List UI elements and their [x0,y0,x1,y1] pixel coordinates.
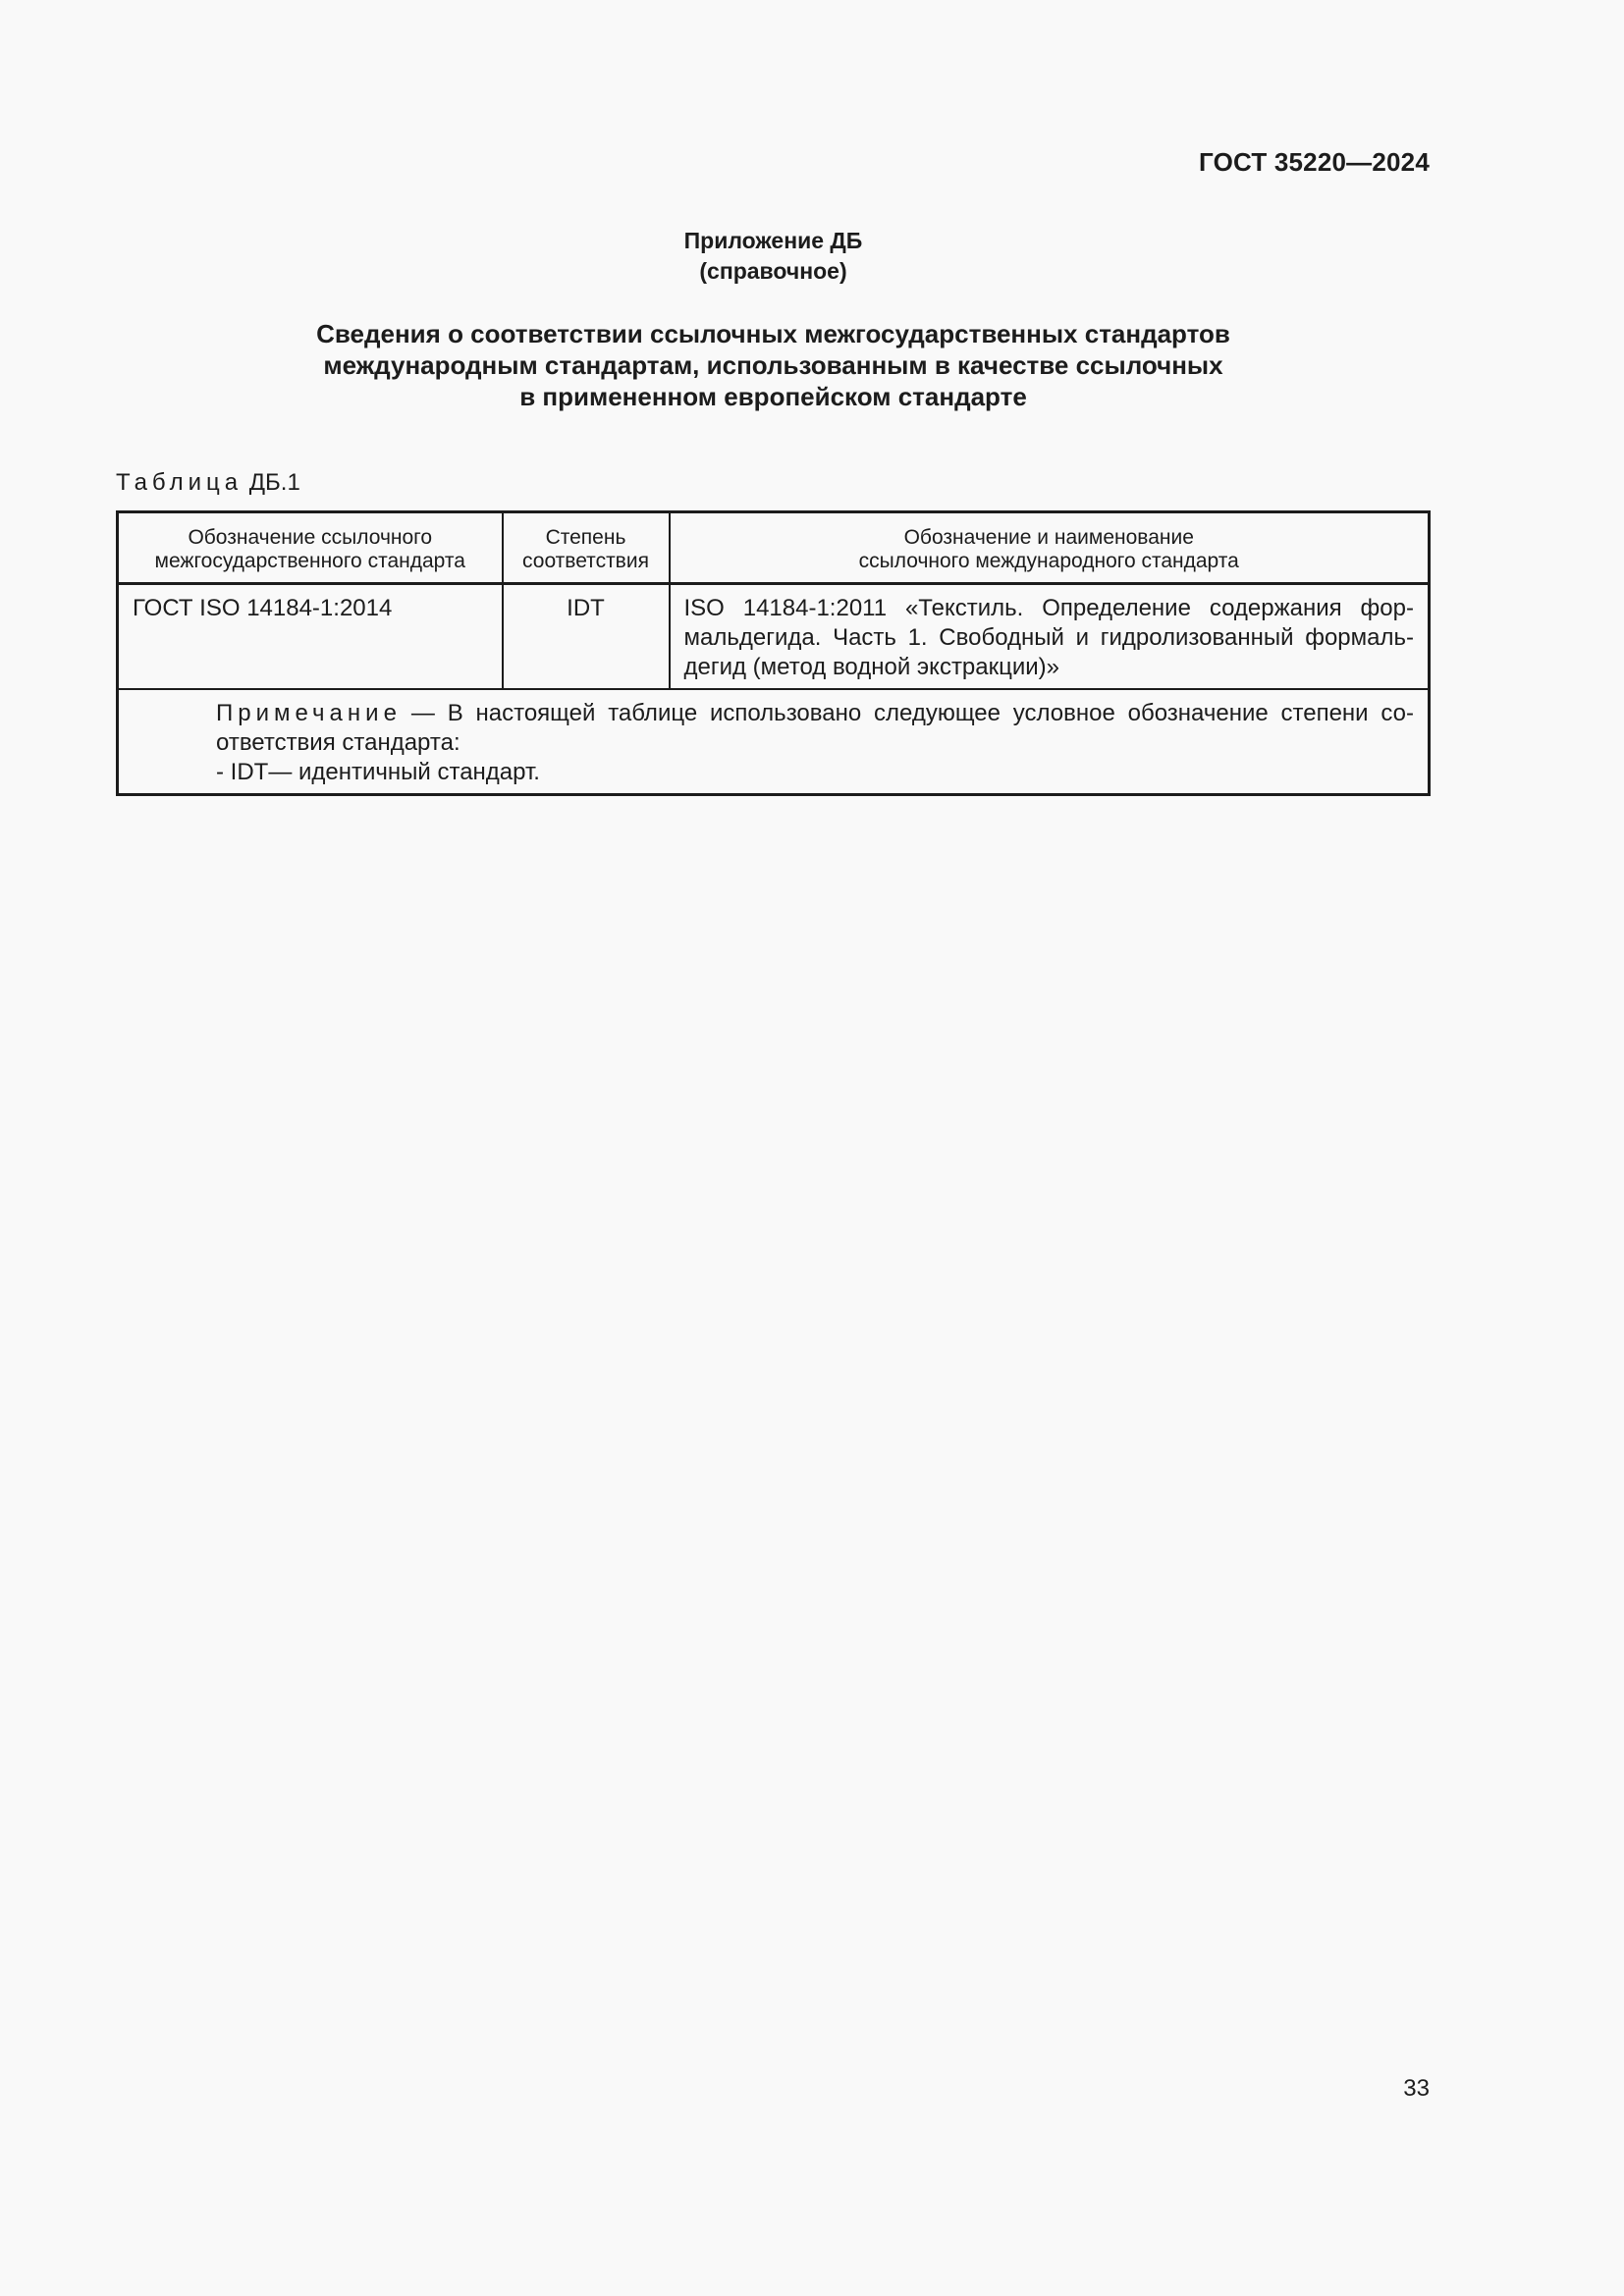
table-caption [116,469,300,497]
table-note [118,689,1430,795]
page-number: 33 [1403,2075,1430,2102]
table-caption-label: Таблица [116,469,244,496]
note-label: Примечание [216,700,402,726]
table-header-row [118,512,1430,584]
note-paragraph [133,699,1414,758]
table-row [118,584,1430,690]
cell-degree: IDT [503,584,670,690]
header-line: ссылочного международного стандарта [858,550,1239,572]
note-list-item: - IDT— идентичный стандарт. [216,759,540,785]
cell-designation: ГОСТ ISO 14184-1:2014 [118,584,503,690]
section-title-line: Сведения о соответствии ссылочных межгосударственных стандартов [316,319,1230,348]
section-title [0,318,1546,412]
appendix-subtitle: (справочное) [699,258,847,284]
column-header-international [670,512,1430,584]
header-line: Обозначение ссылочного [188,526,433,549]
section-title-line: в примененном европейском стандарте [519,382,1027,411]
column-header-designation [118,512,503,584]
reference-table [116,510,1431,796]
column-header-degree [503,512,670,584]
appendix-heading [0,226,1546,287]
cell-international: ISO 14184-1:2011 «Текстиль. Определение содержания формальдегида. Часть 1. Свободный и гидролизованный формальдегид (метод водной экстракции)» [670,584,1430,690]
header-line: межгосударственного стандарта [154,550,465,572]
table-note-row [118,689,1430,795]
header-line: Обозначение и наименование [903,526,1194,549]
document-code: ГОСТ 35220—2024 [1199,147,1430,177]
header-line: Степень [545,526,626,549]
header-line: соответствия [522,550,649,572]
table-caption-number: ДБ.1 [248,469,300,496]
section-title-line: международным стандартам, использованным в качестве ссылочных [323,350,1223,380]
note-text: — В настоящей таблице использовано следующее условное обозначение степени соответствия стандарта: [216,700,1414,756]
appendix-title: Приложение ДБ [683,228,863,253]
